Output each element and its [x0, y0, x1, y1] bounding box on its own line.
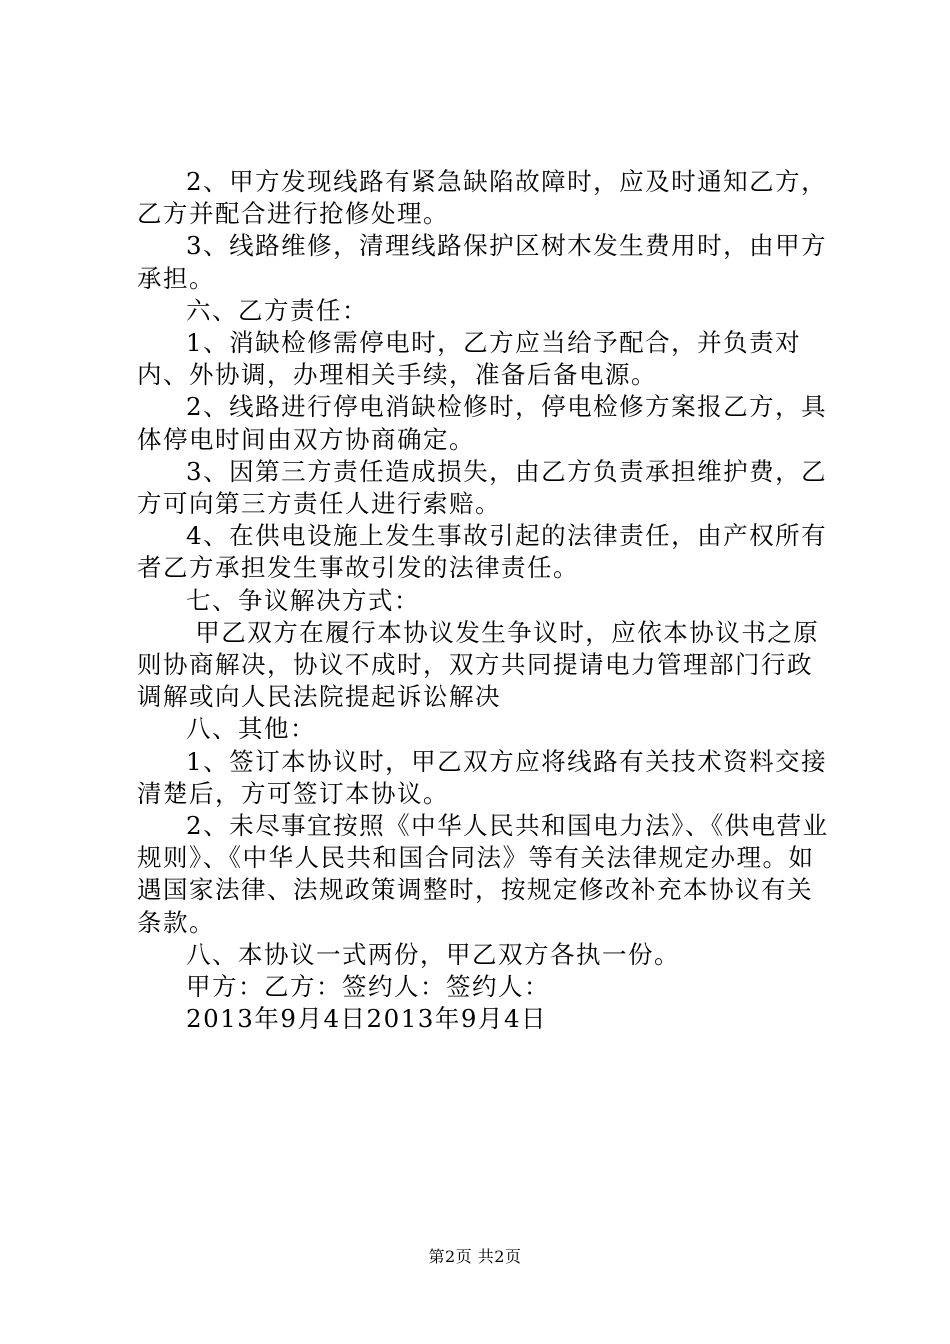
paragraph: 3、线路维修，清理线路保护区树木发生费用时，由甲方承担。 — [137, 231, 828, 293]
paragraph: 1、消缺检修需停电时，乙方应当给予配合，并负责对内、外协调，办理相关手续，准备后备电源。 — [137, 328, 802, 390]
section-heading: 六、乙方责任： — [186, 295, 368, 325]
paragraph: 2、线路进行停电消缺检修时，停电检修方案报乙方，具体停电时间由双方协商确定。 — [137, 392, 828, 454]
paragraph: 1、签订本协议时，甲乙双方应将线路有关技术资料交接清楚后，方可签订本协议。 — [137, 746, 828, 808]
page-footer: 第2页 共2页 — [428, 1247, 522, 1266]
date-line: 2013年9月4日2013年9月4日 — [186, 1004, 548, 1034]
paragraph: 4、在供电设施上发生事故引起的法律责任，由产权所有者乙方承担发生事故引发的法律责任。 — [137, 521, 828, 583]
document-body — [137, 166, 837, 1035]
paragraph: 2、甲方发现线路有紧急缺陷故障时，应及时通知乙方，乙方并配合进行抢修处理。 — [137, 167, 828, 229]
section-heading: 八、其他： — [186, 714, 316, 744]
signature-line: 甲方：乙方：签约人：签约人： — [186, 972, 550, 1002]
paragraph: 3、因第三方责任造成损失，由乙方负责承担维护费，乙方可向第三方责任人进行索赔。 — [137, 456, 828, 519]
paragraph: 甲乙双方在履行本协议发生争议时，应依本协议书之原则协商解决，协议不成时，双方共同提请电力管理部门行政调解或向人民法院提起诉讼解决 — [137, 617, 820, 712]
section-heading: 七、争议解决方式： — [186, 585, 420, 615]
paragraph: 八、本协议一式两份，甲乙双方各执一份。 — [186, 939, 680, 969]
paragraph: 2、未尽事宜按照《中华人民共和国电力法》、《供电营业规则》、《中华人民共和国合同法》等有关法律规定办理。如遇国家法律、法规政策调整时，按规定修改补充本协议有关条款。 — [137, 811, 829, 937]
